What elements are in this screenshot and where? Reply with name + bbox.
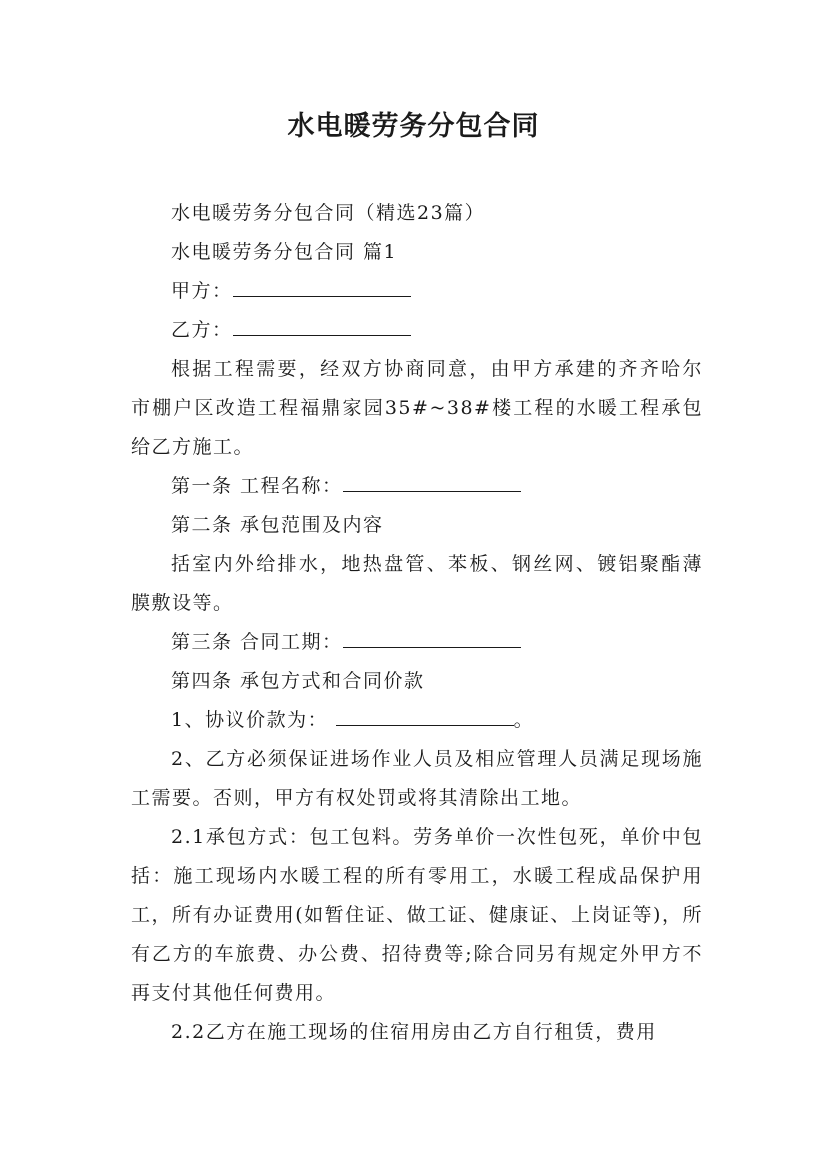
document-title: 水电暖劳务分包合同 <box>287 111 540 142</box>
subtitle-paragraph: 水电暖劳务分包合同（精选23篇） <box>171 202 486 224</box>
article-2-heading: 第二条 承包范围及内容 <box>171 514 384 536</box>
body-paragraph: 2.2乙方在施工现场的住宿用房由乙方自行租赁，费用 <box>171 1021 657 1043</box>
party-b-label: 乙方： <box>171 319 233 341</box>
party-a-blank <box>233 276 411 297</box>
party-a-line <box>131 272 703 311</box>
article-4-heading: 第四条 承包方式和合同价款 <box>171 670 425 692</box>
party-b-line <box>131 311 703 350</box>
body-paragraph: 根据工程需要，经双方协商同意，由甲方承建的齐齐哈尔市棚户区改造工程福鼎家园35#~38#楼工程的水暖工程承包给乙方施工。 <box>131 358 703 458</box>
party-b-blank <box>233 315 411 336</box>
document-body <box>131 194 703 1052</box>
body-paragraph: 括室内外给排水，地热盘管、苯板、钢丝网、镀铝聚酯薄膜敷设等。 <box>131 553 703 614</box>
body-paragraph: 2、乙方必须保证进场作业人员及相应管理人员满足现场施工需要。否则，甲方有权处罚或将其清除出工地。 <box>131 748 703 809</box>
article-3-line <box>131 623 703 662</box>
body-paragraph: 2.1承包方式：包工包料。劳务单价一次性包死，单价中包括：施工现场内水暖工程的所有零用工，水暖工程成品保护用工，所有办证费用(如暂住证、做工证、健康证、上岗证等)，所有乙方的车旅费、办公费、招待费等;除合同另有规定外甲方不再支付其他任何费用。 <box>131 826 703 1004</box>
duration-blank <box>343 627 521 648</box>
article-1-label: 第一条 工程名称： <box>171 475 343 497</box>
section-heading: 水电暖劳务分包合同 篇1 <box>171 241 398 263</box>
price-blank <box>336 705 514 726</box>
party-a-label: 甲方： <box>171 280 233 302</box>
price-period: 。 <box>513 709 535 731</box>
article-1-line <box>131 467 703 506</box>
project-name-blank <box>343 471 521 492</box>
article-3-label: 第三条 合同工期： <box>171 631 343 653</box>
price-label: 1、协议价款为： <box>171 709 336 731</box>
price-line <box>131 701 703 740</box>
